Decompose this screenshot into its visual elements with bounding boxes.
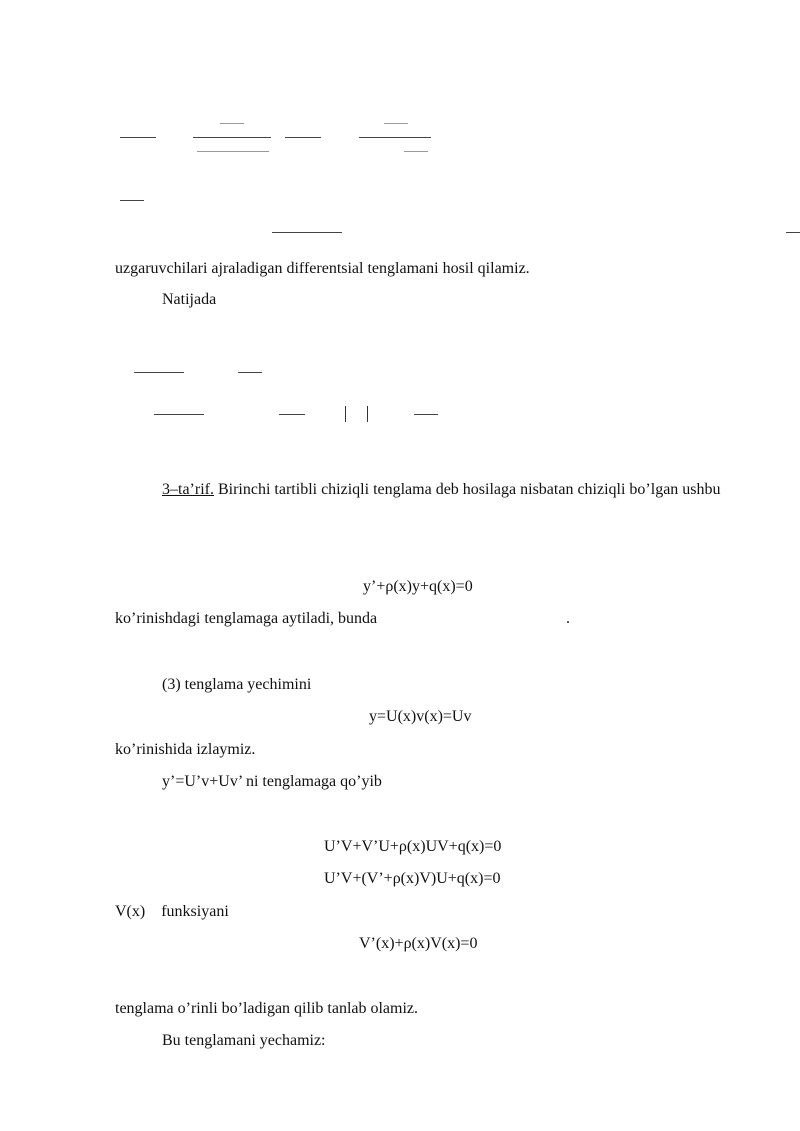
fraction-bar <box>285 137 321 138</box>
paragraph-text: Natijada <box>162 291 217 308</box>
fraction-bar <box>786 232 800 233</box>
fraction-bar <box>197 151 269 152</box>
paragraph-text: ko’rinishida izlaymiz. <box>115 741 256 758</box>
fraction-bar <box>272 232 342 233</box>
paragraph-text: . <box>566 610 570 627</box>
fraction-bar <box>120 200 144 201</box>
fraction-bar <box>384 123 408 124</box>
fraction-bar <box>238 372 262 373</box>
paragraph-text: (3) tenglama yechimini <box>162 676 312 693</box>
fraction-bar <box>359 137 431 138</box>
fraction-bar <box>154 414 204 415</box>
fraction-bar <box>404 151 428 152</box>
paragraph-text: V(x) funksiyani <box>115 903 229 920</box>
fraction-bar <box>193 137 271 138</box>
paragraph-text: y’=U’v+Uv’ ni tenglamaga qo’yib <box>162 773 382 790</box>
definition-paragraph <box>115 474 741 506</box>
absolute-value-bar <box>345 406 346 422</box>
fraction-bar <box>220 123 244 124</box>
fraction-bar <box>414 414 438 415</box>
paragraph-text: Bu tenglamani yechamiz: <box>162 1032 326 1049</box>
fraction-bar <box>120 137 156 138</box>
equation: V’(x)+ρ(x)V(x)=0 <box>359 935 478 952</box>
equation: y=U(x)v(x)=Uv <box>369 708 472 725</box>
definition-label: 3–ta’rif. <box>162 481 214 498</box>
paragraph-text: uzgaruvchilari ajraladigan differentsial tenglamani hosil qilamiz. <box>115 260 530 277</box>
absolute-value-bar <box>367 406 368 422</box>
paragraph-text: tenglama o’rinli bo’ladigan qilib tanlab olamiz. <box>115 1000 419 1017</box>
fraction-bar <box>279 414 305 415</box>
equation: U’V+(V’+ρ(x)V)U+q(x)=0 <box>324 870 501 887</box>
equation: U’V+V’U+ρ(x)UV+q(x)=0 <box>324 838 502 855</box>
fraction-bar <box>134 372 184 373</box>
equation: y’+ρ(x)y+q(x)=0 <box>363 578 473 595</box>
paragraph-text: ko’rinishdagi tenglamaga aytiladi, bunda <box>115 610 378 627</box>
definition-text: Birinchi tartibli chiziqli tenglama deb hosilaga nisbatan chiziqli bo’lgan ushbu <box>213 481 721 498</box>
